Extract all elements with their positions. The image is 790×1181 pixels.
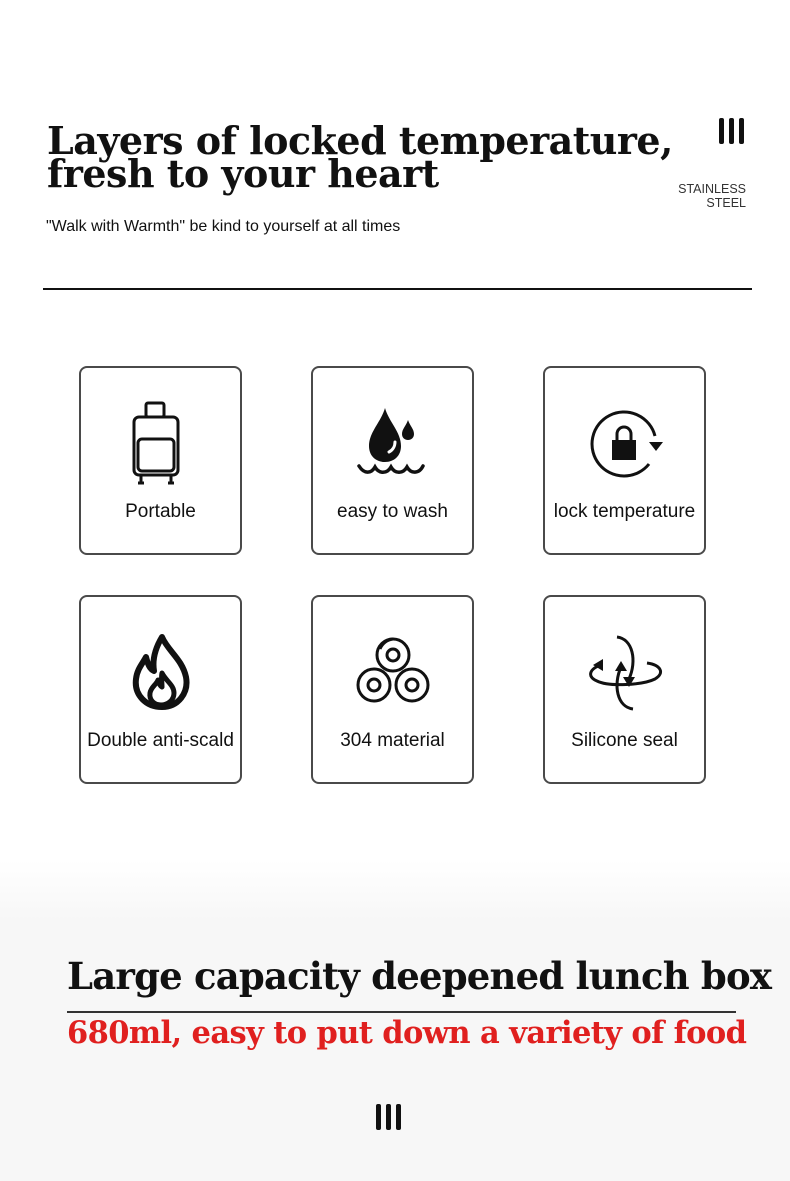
title-line-1: Layers of locked temperature, [47, 118, 673, 163]
feature-label: easy to wash [337, 501, 448, 522]
feature-card-304-material [311, 595, 474, 784]
steel-rolls-icon [313, 629, 472, 717]
suitcase-icon [81, 400, 240, 488]
feature-label: Silicone seal [571, 730, 678, 751]
header-divider [43, 288, 752, 290]
rotating-lock-icon [545, 400, 704, 488]
feature-card-lock-temperature [543, 366, 706, 555]
water-drop-icon [313, 400, 472, 488]
feature-card-easy-to-wash [311, 366, 474, 555]
three-bars-icon [719, 118, 744, 144]
capacity-divider [67, 1011, 736, 1013]
capacity-subtitle: 680ml, easy to put down a variety of food [67, 1015, 747, 1051]
feature-card-silicone-seal [543, 595, 706, 784]
flame-icon [81, 629, 240, 717]
feature-label: Portable [125, 501, 196, 522]
feature-label: 304 material [340, 730, 445, 751]
page-title [47, 118, 673, 196]
feature-card-double-anti-scald [79, 595, 242, 784]
feature-label: Double anti-scald [87, 730, 234, 751]
rotate-seal-icon [545, 629, 704, 717]
three-bars-icon [376, 1104, 401, 1130]
stainless-steel-badge [678, 182, 746, 210]
page-subtitle: "Walk with Warmth" be kind to yourself at all times [46, 218, 401, 235]
feature-label: lock temperature [553, 501, 696, 522]
badge-line-2: STEEL [706, 196, 746, 210]
capacity-title: Large capacity deepened lunch box [67, 954, 772, 998]
title-line-2: fresh to your heart [47, 151, 439, 196]
feature-card-portable [79, 366, 242, 555]
badge-line-1: STAINLESS [678, 182, 746, 196]
